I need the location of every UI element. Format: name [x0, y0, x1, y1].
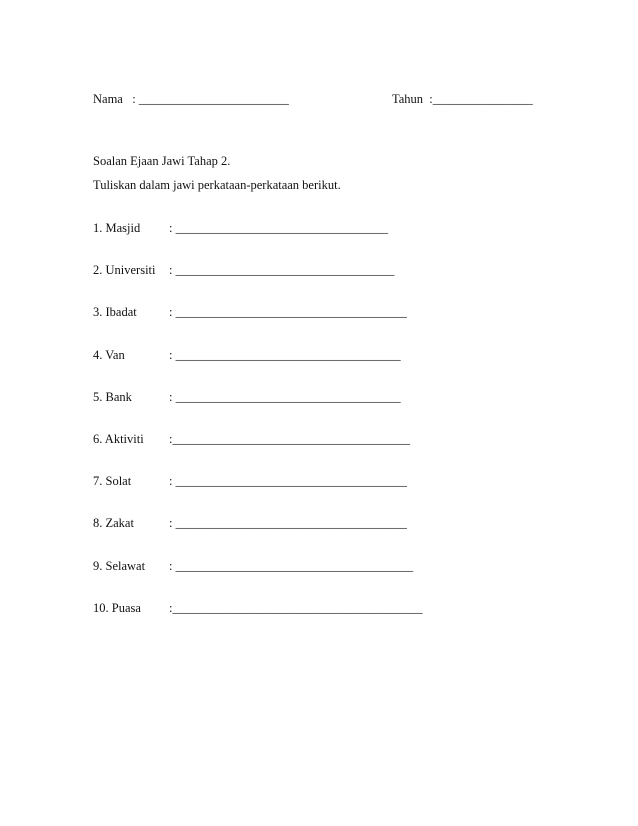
answer-line[interactable]: :______________________________________ — [169, 431, 410, 446]
question-label: 7. Solat — [93, 474, 132, 489]
question-item-7 — [93, 474, 513, 516]
question-label: 4. Van — [93, 347, 125, 362]
question-item-9 — [93, 559, 513, 601]
name-field[interactable]: Nama : ________________________ — [93, 92, 289, 106]
answer-line[interactable]: : __________________________________ — [169, 221, 389, 235]
worksheet-title: Soalan Ejaan Jawi Tahap 2. — [93, 154, 231, 168]
answer-line[interactable]: : _____________________________________ — [169, 305, 407, 320]
question-item-4 — [93, 348, 513, 390]
question-label: 2. Universiti — [93, 263, 156, 278]
question-label: 10. Puasa — [93, 600, 141, 615]
question-item-2 — [93, 263, 513, 305]
question-item-5 — [93, 390, 513, 432]
worksheet-instruction: Tuliskan dalam jawi perkataan-perkataan berikut. — [93, 178, 341, 192]
question-item-6 — [93, 432, 513, 474]
question-item-3 — [93, 305, 513, 347]
question-label: 3. Ibadat — [93, 305, 137, 320]
student-info-row — [93, 92, 553, 108]
answer-line[interactable]: : ____________________________________ — [169, 389, 401, 404]
question-item-1 — [93, 221, 513, 263]
question-label: 5. Bank — [93, 389, 132, 404]
question-item-10 — [93, 601, 513, 643]
question-label: 8. Zakat — [93, 516, 134, 531]
year-field[interactable]: Tahun :________________ — [392, 92, 533, 106]
answer-line[interactable]: :________________________________________ — [169, 600, 423, 615]
answer-line[interactable]: : ___________________________________ — [169, 263, 395, 278]
answer-line[interactable]: : ____________________________________ — [169, 347, 401, 362]
question-list — [93, 221, 513, 643]
answer-line[interactable]: : _____________________________________ — [169, 516, 407, 531]
answer-line[interactable]: : _____________________________________ — [169, 474, 407, 489]
question-label: 9. Selawat — [93, 558, 146, 573]
question-item-8 — [93, 516, 513, 558]
question-label: 1. Masjid — [93, 221, 141, 235]
answer-line[interactable]: : ______________________________________ — [169, 558, 414, 573]
question-label: 6. Aktiviti — [93, 431, 144, 446]
